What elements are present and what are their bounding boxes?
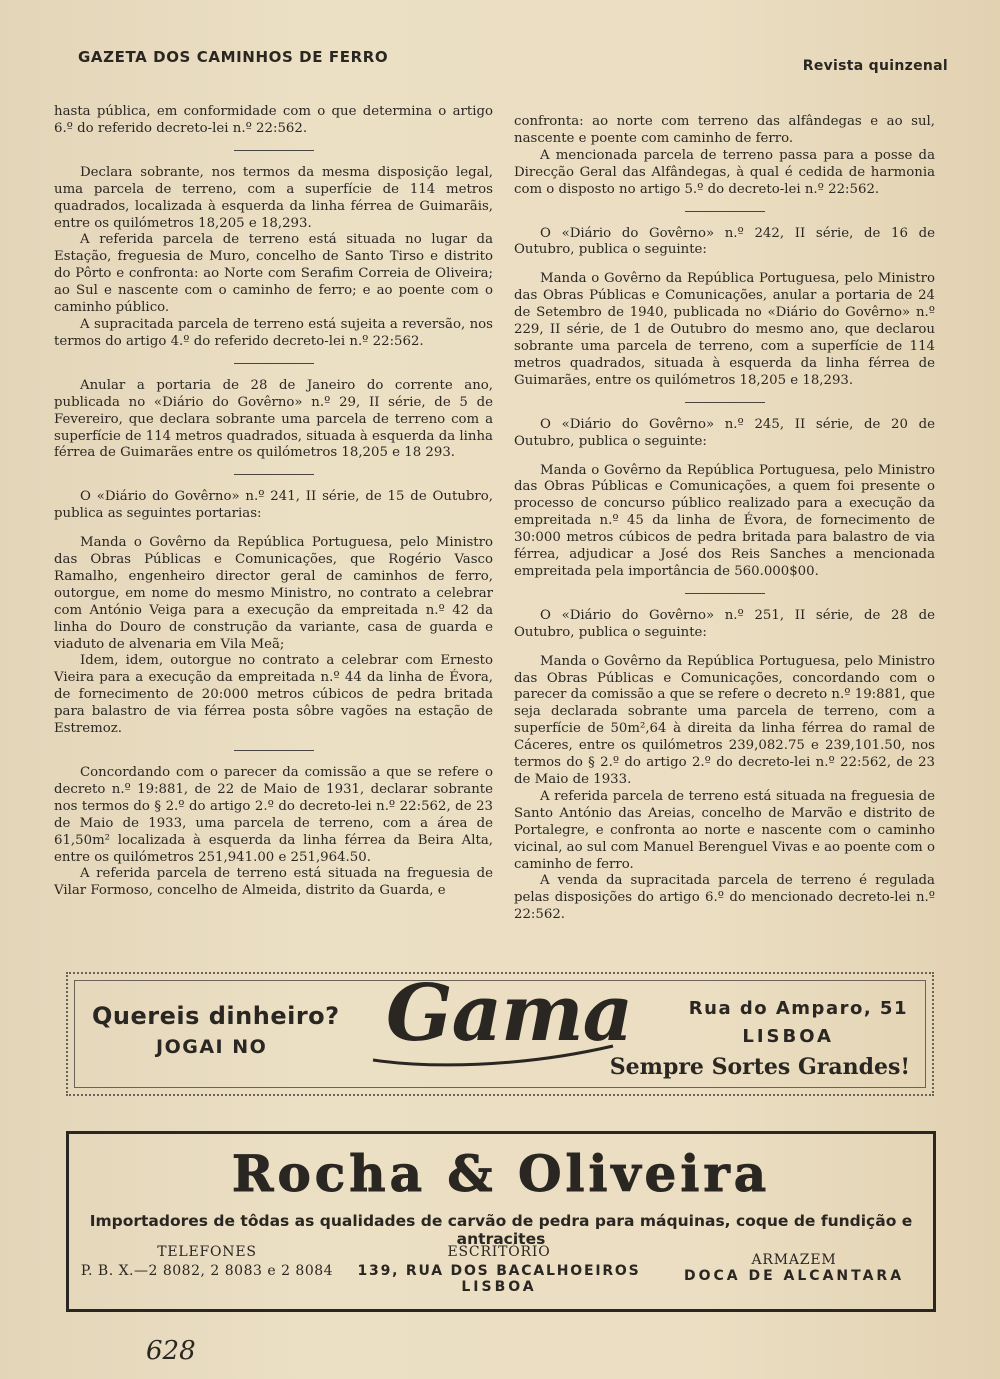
ad-slogan: Sempre Sortes Grandes!: [609, 1054, 910, 1080]
phones-value: P. B. X.—2 8082, 2 8083 e 2 8084: [80, 1263, 334, 1279]
ad-play-text: JOGAI NO: [156, 1036, 268, 1058]
paragraph: A supracitada parcela de terreno está sujeita a reversão, nos termos do artigo 4.º do referido decreto-lei n.º 22:562.: [54, 316, 493, 349]
logo-swash: [368, 1038, 618, 1068]
paragraph: Manda o Govêrno da República Portuguesa, pelo Ministro das Obras Públicas e Comunicações, concordando com o parecer da comissão a que se refere o decreto n.º 19:881, que seja declarada sobrante uma parcela de terreno, com a superfície de 50m²,64 à direita da linha férrea do ramal de Cáceres, entre os quilómetros 239,082.75 e 239,101.50, nos termos do § 2.º do artigo 2.º do decreto-lei n.º 22:562, de 23 de Maio de 1933.: [514, 653, 935, 787]
paragraph: Concordando com o parecer da comissão a que se refere o decreto n.º 19:881, de 22 de Maio de 1931, declarar sobrante nos termos do § 2.º do artigo 2.º do decreto-lei n.º 22:562, de 23 de Maio de 1933, uma parcela de terreno, com a área de 61,50m² localizada à esquerda da linha férrea da Beira Alta, entre os quilómetros 251,941.00 e 251,964.50.: [54, 765, 493, 865]
company-description: Importadores de tôdas as qualidades de carvão de pedra para máquinas, coque de fundição e antracites: [89, 1212, 913, 1248]
paragraph: O «Diário do Govêrno» n.º 242, II série, de 16 de Outubro, publica o seguinte:: [514, 225, 935, 258]
paragraph: O «Diário do Govêrno» n.º 241, II série, de 15 de Outubro, publica as seguintes portarias:: [54, 489, 493, 522]
office-block: [349, 1244, 649, 1295]
paragraph: A referida parcela de terreno está situada na freguesia de Vilar Formoso, concelho de Almeida, distrito da Guarda, e: [54, 866, 493, 899]
paragraph: Anular a portaria de 28 de Janeiro do corrente ano, publicada no «Diário do Govêrno» n.º 29, II série, de 5 de Fevereiro, que declara sobrante uma parcela de terreno com a superfície de 114 metros quadrados, situada à esquerda da linha férrea de Guimarães entre os quilómetros 18,205 e 18 293.: [54, 377, 493, 461]
section-divider: [685, 211, 765, 212]
paragraph: confronta: ao norte com terreno das alfândegas e ao sul, nascente e poente com caminho de ferro.: [514, 114, 935, 146]
paragraph: A referida parcela de terreno está situada na freguesia de Santo António das Areias, concelho de Marvão e distrito de Portalegre, e confronta ao norte e nascente com o caminho vicinal, ao sul com Manuel Berenguel Vivas e ao poente com o caminho de ferro.: [514, 788, 935, 872]
section-divider: [234, 150, 314, 151]
warehouse-label: ARMAZEM: [751, 1252, 837, 1268]
paragraph: Manda o Govêrno da República Portuguesa, pelo Ministro das Obras Públicas e Comunicações, a quem foi presente o processo de concurso público realizado para a execução da empreitada n.º 45 da linha de Évora, de fornecimento de 30:000 metros cúbicos de pedra britada para balastro de via férrea, adjudicar a José dos Reis Sanches a mencionada empreitada pela importância de 560.000$00.: [514, 462, 935, 579]
paragraph: A referida parcela de terreno está situada no lugar da Estação, freguesia de Muro, concelho de Santo Tirso e distrito do Pôrto e confronta: ao Norte com Serafim Correia de Oliveira; ao Sul e nascente com o caminho de ferro; e ao poente com o caminho público.: [54, 232, 493, 316]
paragraph: Manda o Govêrno da República Portuguesa, pelo Ministro das Obras Públicas e Comunicações, que Rogério Vasco Ramalho, engenheiro director geral de caminhos de ferro, outorgue, em nome do mesmo Ministro, no contrato a celebrar com António Veiga para a execução da empreitada n.º 42 da linha do Douro de construção da variante, casa de guarda e viaduto de alvenaria em Vila Meã;: [54, 535, 493, 652]
phones-label: TELEFONES: [157, 1244, 257, 1260]
gama-advertisement: [66, 968, 934, 1096]
page-number: 628: [146, 1336, 196, 1366]
warehouse-value: DOCA DE ALCANTARA: [683, 1268, 905, 1284]
section-divider: [234, 750, 314, 751]
section-divider: [685, 402, 765, 403]
paragraph: A venda da supracitada parcela de terreno é regulada pelas disposições do artigo 6.º do mencionado decreto-lei n.º 22:562.: [514, 873, 935, 923]
warehouse-block: [659, 1252, 929, 1284]
paragraph: O «Diário do Govêrno» n.º 251, II série, de 28 de Outubro, publica o seguinte:: [514, 607, 935, 640]
paragraph: Declara sobrante, nos termos da mesma disposição legal, uma parcela de terreno, com a superfície de 114 metros quadrados, localizada à esquerda da linha férrea de Guimarãis, entre os quilómetros 18,205 e 18,293.: [54, 164, 493, 231]
office-city: LISBOA: [461, 1279, 537, 1295]
ad-question: Quereis dinheiro?: [92, 1002, 340, 1030]
ad-city: LISBOA: [742, 1026, 834, 1047]
phones-block: [77, 1244, 337, 1279]
left-column: [54, 104, 493, 900]
paragraph: Idem, idem, outorgue no contrato a celebrar com Ernesto Vieira para a execução da empreitada n.º 44 da linha de Évora, de fornecimento de 20:000 metros cúbicos de pedra britada para balastro de via férrea posta sôbre vagões na estação de Estremoz.: [54, 653, 493, 737]
paragraph: hasta pública, em conformidade com o que determina o artigo 6.º do referido decreto-lei n.º 22:562.: [54, 104, 493, 136]
paragraph: Manda o Govêrno da República Portuguesa, pelo Ministro das Obras Públicas e Comunicações, anular a portaria de 24 de Setembro de 1940, publicada no «Diário do Govêrno» n.º 229, II série, de 1 de Outubro do mesmo ano, que declarou sobrante uma parcela de terreno, com a superfície de 114 metros quadrados, situada à esquerda da linha férrea de Guimarães, entre os quilómetros 18,205 e 18,293.: [514, 271, 935, 388]
journal-frequency: Revista quinzenal: [802, 58, 948, 74]
rocha-oliveira-advertisement: [66, 1131, 936, 1312]
right-column: [514, 114, 935, 924]
office-address: 139, RUA DOS BACALHOEIROS: [357, 1263, 641, 1279]
office-label: ESCRITÓRIO: [447, 1244, 551, 1260]
paragraph: O «Diário do Govêrno» n.º 245, II série, de 20 de Outubro, publica o seguinte:: [514, 416, 935, 449]
paragraph: A mencionada parcela de terreno passa para a posse da Direcção Geral das Alfândegas, à qual é cedida de harmonia com o disposto no artigo 5.º do decreto-lei n.º 22:562.: [514, 147, 935, 197]
section-divider: [685, 593, 765, 594]
journal-title: GAZETA DOS CAMINHOS DE FERRO: [78, 48, 389, 66]
company-name: Rocha & Oliveira: [231, 1144, 771, 1203]
gama-logo: Gama: [386, 968, 633, 1059]
section-divider: [234, 363, 314, 364]
ad-address: Rua do Amparo, 51: [688, 998, 908, 1019]
section-divider: [234, 474, 314, 475]
